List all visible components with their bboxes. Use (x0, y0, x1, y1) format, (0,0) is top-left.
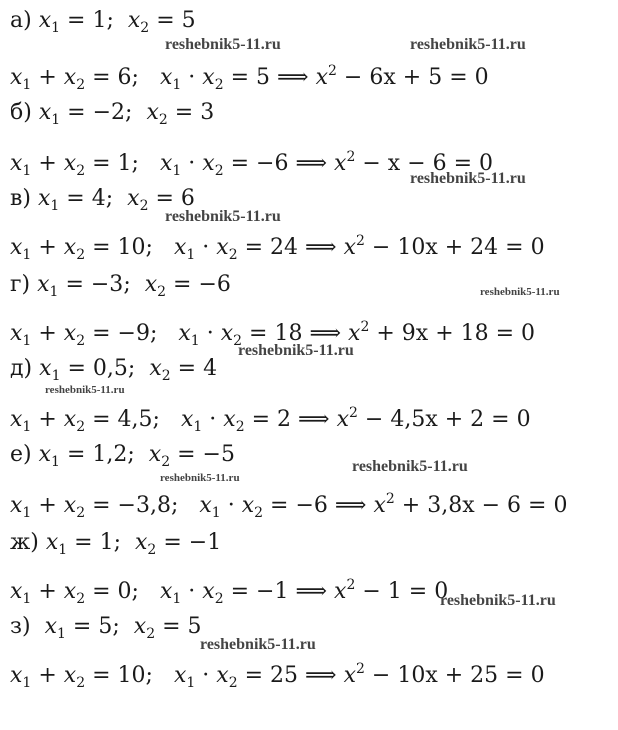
root-x1: 1,2 (92, 442, 128, 467)
watermark: reshebnik5-11.ru (440, 592, 556, 609)
watermark: reshebnik5-11.ru (165, 208, 281, 225)
root-x1: 1 (92, 8, 107, 33)
roots-line-g: г) $x_1 = -3$; $x_2 = -6$ (10, 272, 231, 300)
eq-linear-term: + 3,8x (401, 493, 475, 518)
sum-value: 4,5 (117, 407, 153, 432)
eq-constant-term: − 6 (481, 493, 522, 518)
product-value: 24 (270, 235, 299, 260)
eq-linear-term: − 6x (343, 65, 396, 90)
sum-value: 10 (117, 663, 146, 688)
product-value: 5 (256, 65, 271, 90)
vieta-line-v: $x_1 + x_2 = 10$; $x_1 \cdot x_2 = 24$ ⟹ $x^2 - 10x + 24 = 0$ (10, 233, 545, 263)
eq-constant-term: + 5 (402, 65, 443, 90)
watermark: reshebnik5-11.ru (200, 636, 316, 653)
roots-line-v: в) $x_1 = 4$; $x_2 = 6$ (10, 186, 195, 214)
roots-line-b: б) $x_1 = -2$; $x_2 = 3$ (10, 100, 215, 128)
watermark: reshebnik5-11.ru (165, 36, 281, 53)
root-x2: 3 (200, 100, 215, 125)
root-x1: 4 (91, 186, 106, 211)
vieta-line-b: $x_1 + x_2 = 1$; $x_1 \cdot x_2 = -6$ ⟹ $x^2 - x - 6 = 0$ (10, 149, 494, 179)
eq-linear-term: − 4,5x (364, 407, 438, 432)
item-label: ж) (10, 530, 39, 555)
product-value: 18 (274, 321, 303, 346)
watermark: reshebnik5-11.ru (480, 286, 560, 298)
root-x2: 5 (187, 614, 202, 639)
vieta-line-d: $x_1 + x_2 = 4,5$; $x_1 \cdot x_2 = 2$ ⟹ $x^2 - 4,5x + 2 = 0$ (10, 405, 531, 435)
item-label: з) (10, 614, 31, 639)
root-x1: −2 (92, 100, 126, 125)
sum-value: 1 (117, 151, 132, 176)
eq-constant-term: + 2 (444, 407, 485, 432)
vieta-line-zh: $x_1 + x_2 = 0$; $x_1 \cdot x_2 = -1$ ⟹ $x^2 - 1 = 0$ (10, 577, 449, 607)
root-x1: −3 (90, 272, 124, 297)
root-x2: −5 (202, 442, 235, 467)
eq-linear-term: + 9x (376, 321, 429, 346)
vieta-line-z: $x_1 + x_2 = 10$; $x_1 \cdot x_2 = 25$ ⟹ $x^2 - 10x + 25 = 0$ (10, 661, 545, 691)
eq-constant-term: − 1 (362, 579, 402, 604)
sum-value: −3,8 (117, 493, 171, 518)
sum-value: 10 (117, 235, 146, 260)
item-label: а) (10, 8, 32, 33)
eq-linear-term: − 10x (371, 663, 438, 688)
product-value: 2 (277, 407, 292, 432)
watermark: reshebnik5-11.ru (160, 472, 240, 484)
item-label: в) (10, 186, 31, 211)
item-label: д) (10, 356, 33, 381)
root-x2: 4 (203, 356, 218, 381)
eq-constant-term: + 25 (444, 663, 499, 688)
vieta-line-g: $x_1 + x_2 = -9$; $x_1 \cdot x_2 = 18$ ⟹ $x^2 + 9x + 18 = 0$ (10, 319, 536, 349)
watermark: reshebnik5-11.ru (410, 36, 526, 53)
eq-constant-term: − 6 (407, 151, 447, 176)
root-x1: 0,5 (92, 356, 128, 381)
watermark: reshebnik5-11.ru (45, 384, 125, 396)
roots-line-a: а) $x_1 = 1$; $x_2 = 5$ (10, 8, 196, 36)
watermark: reshebnik5-11.ru (238, 342, 354, 359)
sum-value: 6 (117, 65, 132, 90)
roots-line-z: з) $x_1 = 5$; $x_2 = 5$ (10, 614, 202, 642)
roots-line-e: е) $x_1 = 1,2$; $x_2 = -5$ (10, 442, 235, 470)
sum-value: 0 (117, 579, 132, 604)
item-label: г) (10, 272, 31, 297)
root-x2: 6 (180, 186, 195, 211)
watermark: reshebnik5-11.ru (352, 458, 468, 475)
vieta-line-e: $x_1 + x_2 = -3,8$; $x_1 \cdot x_2 = -6$ ⟹ $x^2 + 3,8x - 6 = 0$ (10, 491, 568, 521)
roots-line-zh: ж) $x_1 = 1$; $x_2 = -1$ (10, 530, 222, 558)
eq-constant-term: + 18 (435, 321, 489, 346)
product-value: −6 (295, 493, 328, 518)
roots-line-d: д) $x_1 = 0,5$; $x_2 = 4$ (10, 356, 218, 384)
eq-linear-term: − 10x (371, 235, 438, 260)
watermark: reshebnik5-11.ru (410, 170, 526, 187)
root-x1: 1 (99, 530, 114, 555)
eq-constant-term: + 24 (444, 235, 499, 260)
eq-linear-term: − x (362, 151, 401, 176)
vieta-line-a: $x_1 + x_2 = 6$; $x_1 \cdot x_2 = 5$ ⟹ $x^2 - 6x + 5 = 0$ (10, 63, 489, 93)
product-value: −6 (256, 151, 289, 176)
root-x2: −6 (198, 272, 231, 297)
sum-value: −9 (117, 321, 150, 346)
item-label: б) (10, 100, 32, 125)
root-x2: −1 (188, 530, 222, 555)
item-label: е) (10, 442, 32, 467)
product-value: 25 (270, 663, 299, 688)
product-value: −1 (256, 579, 289, 604)
root-x1: 5 (98, 614, 113, 639)
root-x2: 5 (181, 8, 196, 33)
